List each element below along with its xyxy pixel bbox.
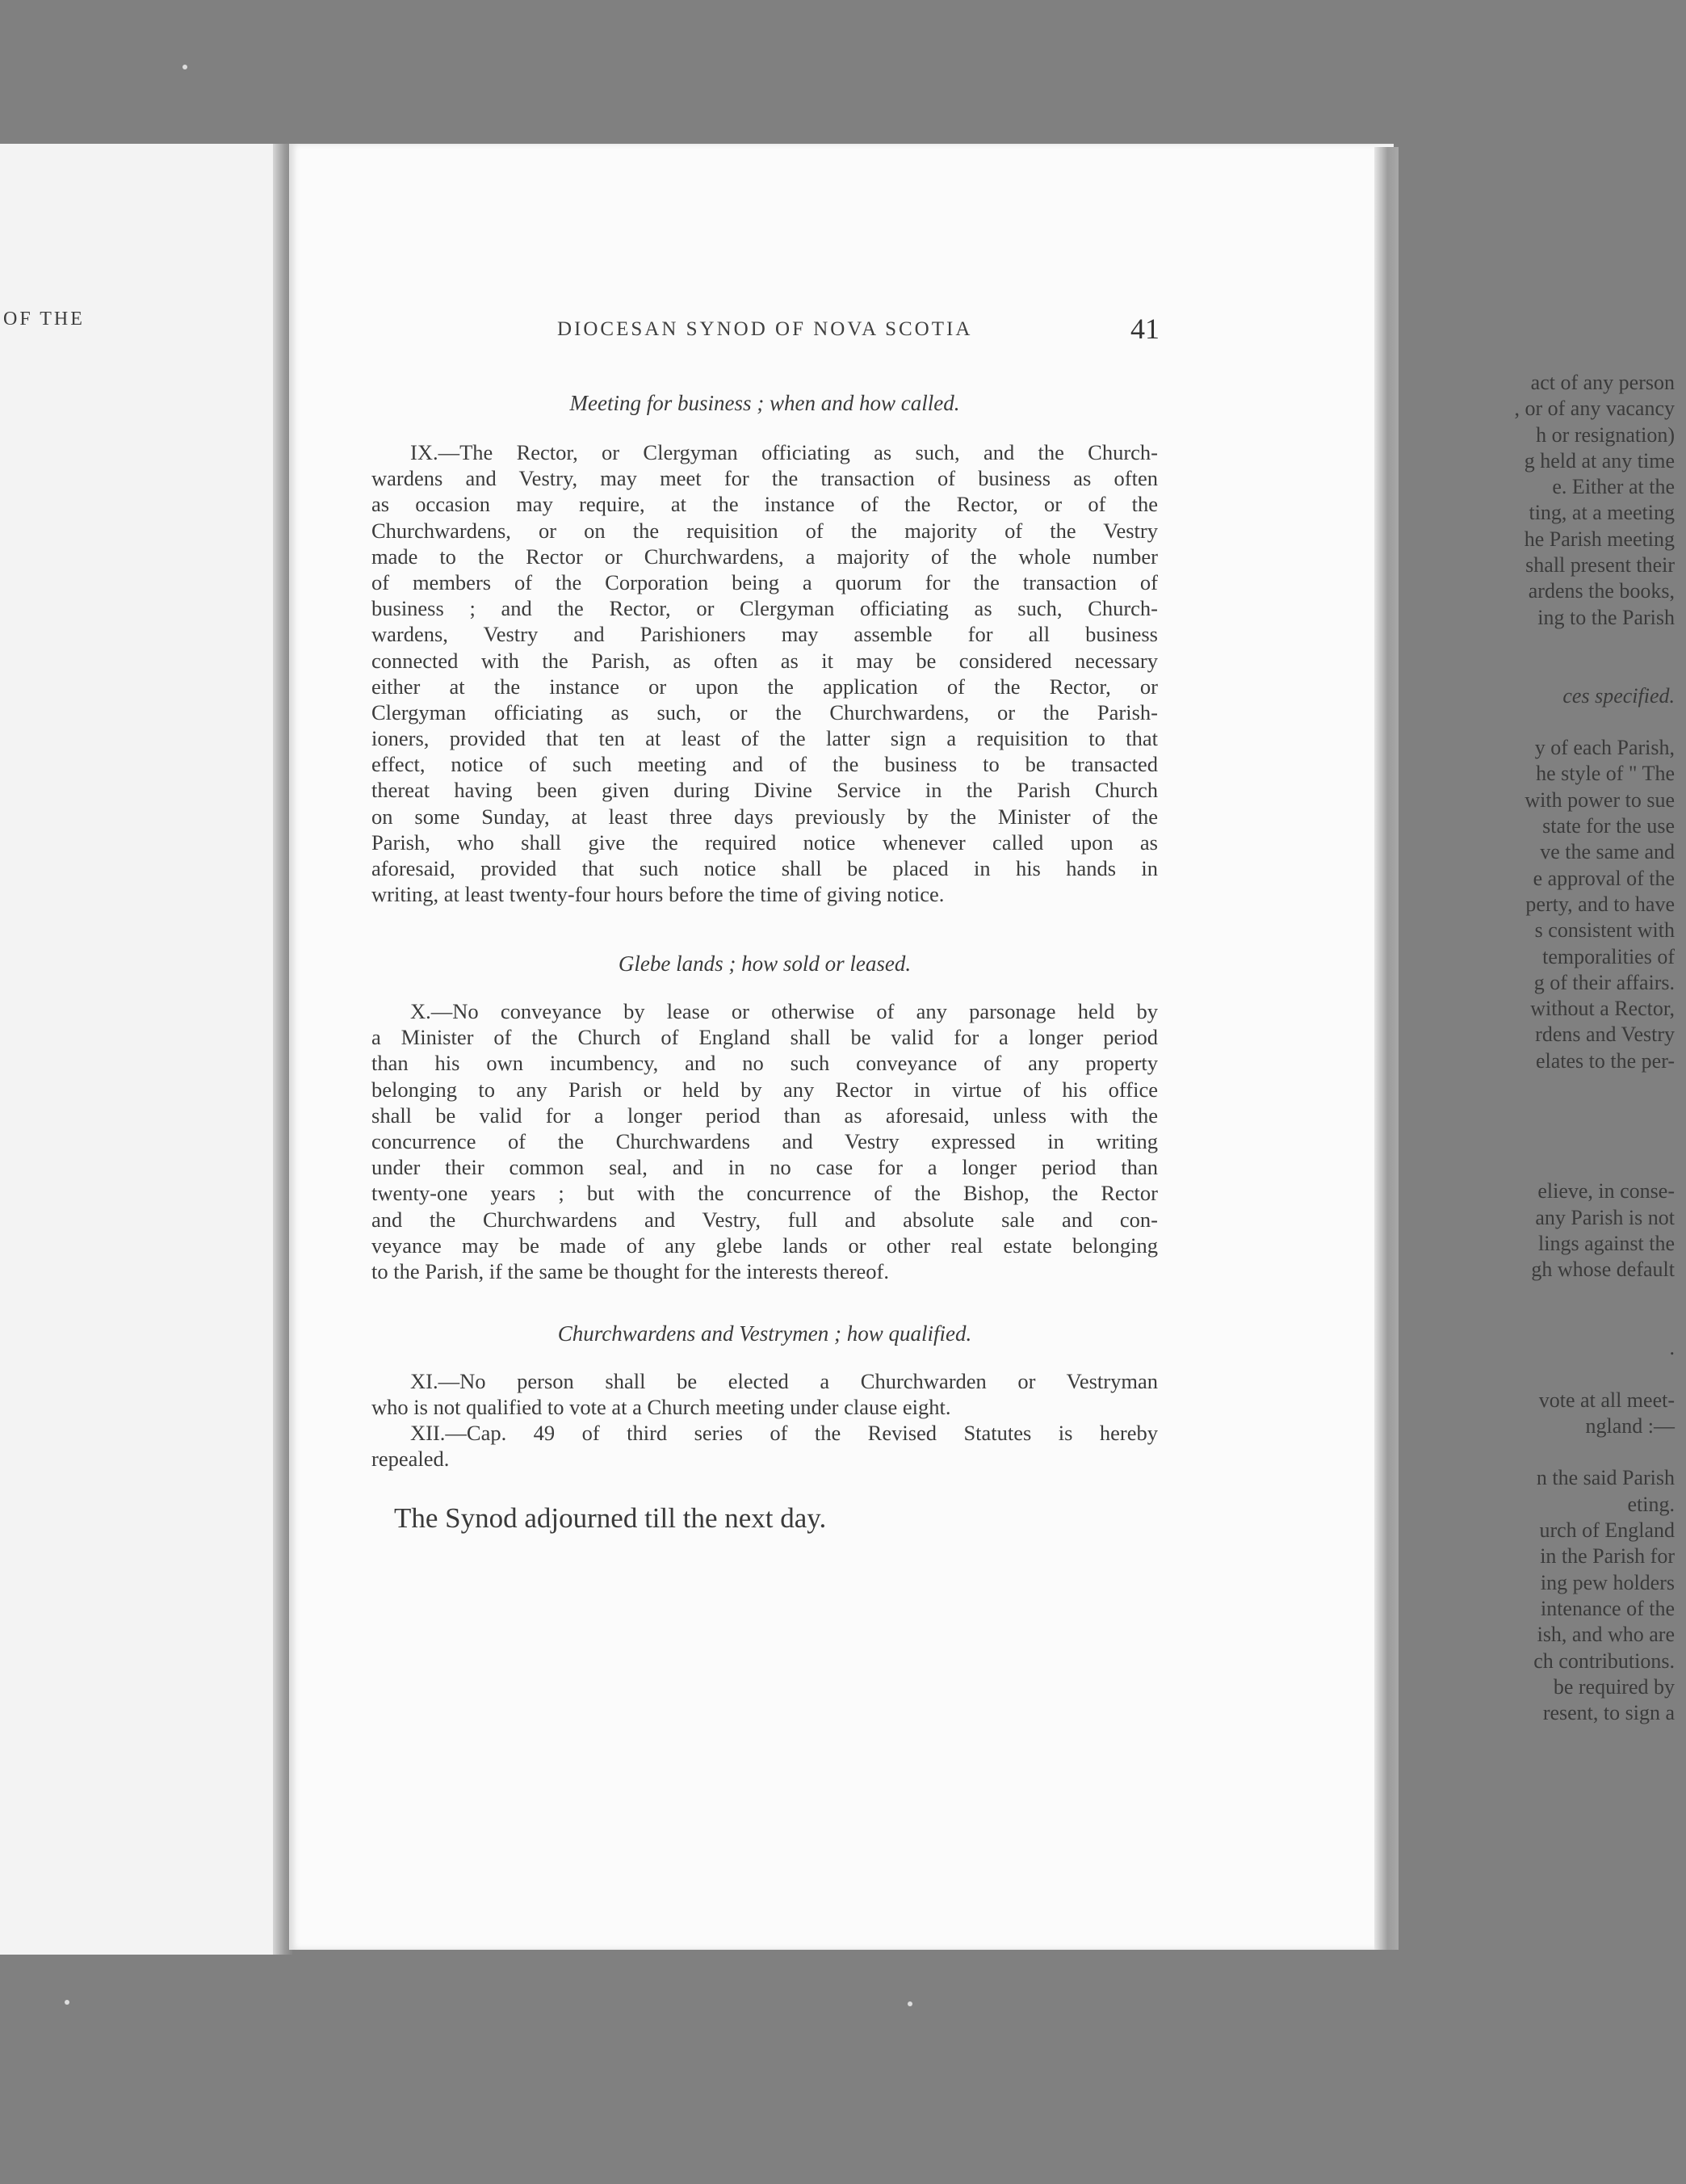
left-text-line: n the said Parish: [1536, 1466, 1675, 1490]
left-text-line: temporalities of: [1542, 944, 1675, 968]
left-text-line: [1408, 631, 1675, 657]
left-text-line: ing pew holders: [1540, 1570, 1675, 1594]
text-line: veyance may be made of any glebe lands or other real estate belonging: [371, 1233, 1158, 1258]
left-text-line: shall present their: [1525, 553, 1675, 578]
left-text-line: ting, at a meeting: [1529, 501, 1675, 525]
text-line: writing, at least twenty-four hours before the time of giving notice.: [371, 882, 945, 907]
text-line: concurrence of the Churchwardens and Vestry expressed in writing: [371, 1128, 1158, 1153]
text-line: as occasion may require, at the instance of the Rector, or of the: [371, 492, 1158, 517]
left-running-head: OF THE: [3, 309, 85, 330]
left-text-line: y of each Parish,: [1534, 736, 1675, 760]
section-xi-text: [371, 1368, 1158, 1420]
left-text-line: ngland :—: [1585, 1413, 1675, 1438]
left-text-line: intenance of the: [1540, 1596, 1675, 1620]
text-line: ioners, provided that ten at least of the latter sign a requisition to that: [371, 726, 1158, 751]
text-line: thereat having been given during Divine Service in the Parish Church: [371, 778, 1158, 803]
left-text-line: lings against the: [1538, 1231, 1675, 1255]
left-text-line: [1408, 657, 1675, 682]
left-text-line: in the Parish for: [1540, 1544, 1675, 1569]
text-line: made to the Rector or Churchwardens, a majority of the whole number: [371, 544, 1158, 569]
left-text-line: urch of England: [1539, 1518, 1675, 1543]
speck: [182, 65, 187, 69]
text-line: IX.—The Rector, or Clergyman officiating as such, and the Church-: [410, 440, 1158, 464]
text-line: XI.—No person shall be elected a Churchwarden or Vestryman: [410, 1369, 1158, 1393]
left-text-line: g of their affairs.: [1533, 970, 1675, 994]
speck: [908, 2001, 912, 2006]
left-text-line: ish, and who are: [1537, 1623, 1675, 1647]
text-line: shall be valid for a longer period than as aforesaid, unless with the: [371, 1102, 1158, 1128]
text-line: on some Sunday, at least three days previously by the Minister of the: [371, 804, 1158, 829]
left-text-line: with power to sue: [1525, 788, 1675, 812]
left-text-line: [1408, 1309, 1675, 1335]
running-head: DIOCESAN SYNOD OF NOVA SCOTIA: [557, 318, 973, 340]
left-text-line: [1408, 1100, 1675, 1126]
left-text-line: ch contributions.: [1533, 1648, 1675, 1673]
left-text-line: g held at any time: [1524, 448, 1675, 472]
text-line: Parish, who shall give the required notice whenever called upon as: [371, 830, 1158, 855]
text-line: repealed.: [371, 1447, 450, 1472]
left-text-line: s consistent with: [1534, 918, 1675, 943]
text-line: aforesaid, provided that such notice shall be placed in his hands in: [371, 856, 1158, 880]
left-text-line: gh whose default: [1531, 1258, 1675, 1282]
left-text-line: elieve, in conse-: [1537, 1179, 1675, 1203]
text-line: effect, notice of such meeting and of the business to be transacted: [371, 752, 1158, 777]
text-line: than his own incumbency, and no such conveyance of any property: [371, 1051, 1158, 1076]
text-line: XII.—Cap. 49 of third series of the Revised Statutes is hereby: [410, 1421, 1158, 1445]
section-xii-text: [371, 1420, 1158, 1472]
left-text-line: ing to the Parish: [1537, 605, 1675, 629]
left-text-line: vote at all meet-: [1538, 1388, 1675, 1412]
text-line: business ; and the Rector, or Clergyman officiating as such, Church-: [371, 596, 1158, 621]
left-text-line: e approval of the: [1533, 866, 1675, 890]
text-line: Clergyman officiating as such, or the Churchwardens, or the Parish-: [371, 699, 1158, 724]
text-line: wardens and Vestry, may meet for the transaction of business as often: [371, 466, 1158, 491]
section-heading-meeting: Meeting for business ; when and how called.: [569, 391, 960, 415]
left-text-line: rdens and Vestry: [1535, 1023, 1675, 1047]
section-x-text: [371, 998, 1158, 1284]
left-text-line: eting.: [1627, 1492, 1675, 1516]
text-line: of members of the Corporation being a quorum for the transaction of: [371, 569, 1158, 594]
left-text-line: without a Rector,: [1530, 997, 1675, 1021]
text-line: connected with the Parish, as often as it may be considered necessary: [371, 648, 1158, 673]
section-ix-text: [371, 439, 1158, 907]
speck: [65, 2000, 69, 2005]
page-number: 41: [1130, 313, 1160, 345]
section-heading-churchwardens: Churchwardens and Vestrymen ; how qualified.: [557, 1321, 972, 1346]
left-page-text: [1408, 370, 1675, 1726]
text-line: X.—No conveyance by lease or otherwise of any parsonage held by: [410, 999, 1158, 1023]
text-line: either at the instance or upon the application of the Rector, or: [371, 674, 1158, 699]
page-edge: [1374, 147, 1399, 1950]
left-text-line: [1408, 1283, 1675, 1308]
left-text-line: ces specified.: [1562, 683, 1675, 708]
text-line: who is not qualified to vote at a Church meeting under clause eight.: [371, 1395, 951, 1420]
left-text-line: [1408, 709, 1675, 735]
left-text-line: state for the use: [1542, 814, 1675, 838]
left-text-line: [1408, 1127, 1675, 1153]
text-line: and the Churchwardens and Vestry, full and absolute sale and con-: [371, 1207, 1158, 1232]
left-text-line: [1408, 1153, 1675, 1178]
text-line: a Minister of the Church of England shall be valid for a longer period: [371, 1025, 1158, 1050]
text-line: under their common seal, and in no case for a longer period than: [371, 1155, 1158, 1180]
left-text-line: .: [1669, 1335, 1675, 1359]
left-text-line: [1408, 1361, 1675, 1387]
left-text-line: elates to the per-: [1535, 1048, 1675, 1073]
left-text-line: ardens the books,: [1528, 579, 1675, 603]
left-text-line: act of any person: [1530, 371, 1675, 394]
left-text-line: be required by: [1553, 1674, 1675, 1699]
section-heading-glebe: Glebe lands ; how sold or leased.: [618, 951, 912, 976]
text-line: to the Parish, if the same be thought for the interests thereof.: [371, 1258, 889, 1283]
left-text-line: any Parish is not: [1535, 1205, 1675, 1229]
text-line: twenty-one years ; but with the concurrence of the Bishop, the Rector: [371, 1181, 1158, 1206]
left-text-line: [1408, 1074, 1675, 1100]
closing-line: The Synod adjourned till the next day.: [394, 1502, 827, 1534]
left-text-line: , or of any vacancy: [1514, 397, 1675, 421]
left-page: [0, 144, 284, 1955]
left-text-line: he style of " The: [1536, 762, 1675, 786]
left-text-line: h or resignation): [1536, 422, 1675, 447]
text-line: belonging to any Parish or held by any Rector in virtue of his office: [371, 1077, 1158, 1102]
left-text-line: he Parish meeting: [1524, 527, 1675, 551]
text-line: Churchwardens, or on the requisition of the majority of the Vestry: [371, 518, 1158, 543]
left-text-line: resent, to sign a: [1542, 1701, 1675, 1725]
left-text-line: ve the same and: [1540, 840, 1675, 864]
left-text-line: e. Either at the: [1552, 475, 1675, 499]
left-text-line: [1408, 1439, 1675, 1465]
left-text-line: perty, and to have: [1525, 892, 1675, 916]
text-line: wardens, Vestry and Parishioners may assemble for all business: [371, 622, 1158, 647]
